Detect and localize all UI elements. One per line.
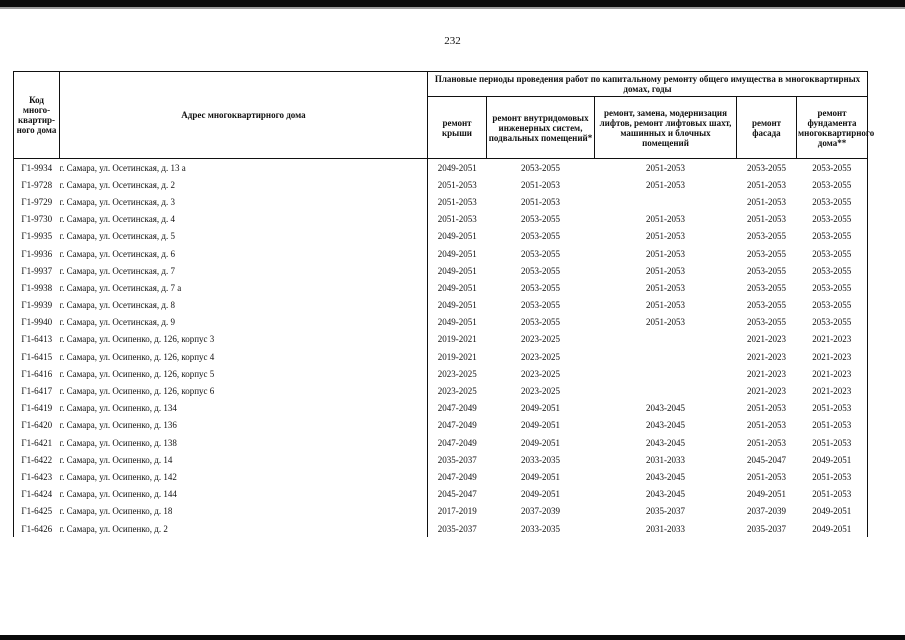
- cell-elevators: 2051-2053: [646, 231, 685, 242]
- cell-code: Г1-6425: [14, 503, 60, 520]
- cell-facade: 2021-2023: [747, 386, 786, 397]
- cell-elevators: 2051-2053: [595, 159, 737, 177]
- cell-address: г. Самара, ул. Осетинская, д. 8: [60, 297, 428, 314]
- cell-code: Г1-9730: [14, 211, 60, 228]
- cell-elevators: 2043-2045: [646, 489, 685, 500]
- cell-address: г. Самара, ул. Осетинская, д. 7: [60, 262, 428, 279]
- cell-facade: 2051-2053: [747, 196, 786, 207]
- table-row: [14, 228, 868, 245]
- cell-address: г. Самара, ул. Осипенко, д. 126, корпус 5: [60, 365, 428, 382]
- cell-address: г. Самара, ул. Осипенко, д. 2: [60, 520, 428, 537]
- cell-code: Г1-9938: [14, 279, 60, 296]
- cell-address: г. Самара, ул. Осипенко, д. 126, корпус 4: [60, 348, 428, 365]
- cell-address: г. Самара, ул. Осипенко, д. 126, корпус 6: [60, 382, 428, 399]
- cell-systems: 2053-2055: [521, 282, 560, 293]
- cell-foundation: 2053-2055: [797, 314, 868, 331]
- cell-code: Г1-9939: [14, 297, 60, 314]
- cell-address: г. Самара, ул. Осипенко, д. 144: [60, 486, 428, 503]
- cell-systems: 2049-2051: [521, 471, 560, 482]
- cell-elevators: [595, 331, 737, 348]
- cell-foundation: 2021-2023: [797, 348, 868, 365]
- cell-code: Г1-6422: [14, 451, 60, 468]
- table-row: [14, 159, 868, 177]
- cell-roof: 2023-2025: [437, 368, 477, 379]
- cell-facade: 2051-2053: [747, 214, 786, 225]
- cell-systems: 2053-2055: [521, 300, 560, 311]
- cell-code: Г1-6420: [14, 417, 60, 434]
- table-body: [14, 159, 868, 538]
- table-row: [14, 486, 868, 503]
- cell-facade: 2049-2051: [747, 489, 786, 500]
- cell-address: г. Самара, ул. Осипенко, д. 126, корпус 3: [60, 331, 428, 348]
- cell-foundation: 2053-2055: [797, 159, 868, 177]
- cell-foundation: 2053-2055: [797, 262, 868, 279]
- cell-foundation: 2053-2055: [797, 211, 868, 228]
- cell-roof: 2019-2021: [437, 351, 477, 362]
- cell-roof: 2049-2051: [437, 282, 477, 293]
- table-row: [14, 245, 868, 262]
- cell-address: г. Самара, ул. Осипенко, д. 134: [60, 400, 428, 417]
- cell-address: г. Самара, ул. Осетинская, д. 13 а: [60, 159, 428, 177]
- table-row: [14, 417, 868, 434]
- table-row: [14, 297, 868, 314]
- cell-systems: 2051-2053: [521, 196, 560, 207]
- cell-elevators: 2051-2053: [646, 265, 685, 276]
- cell-code: Г1-6419: [14, 400, 60, 417]
- cell-elevators: 2051-2053: [646, 282, 685, 293]
- cell-foundation: 2051-2053: [797, 400, 868, 417]
- table-row: [14, 520, 868, 537]
- header-roof: ремонт крыши: [428, 97, 487, 159]
- table-row: [14, 314, 868, 331]
- cell-foundation: 2051-2053: [797, 468, 868, 485]
- cell-foundation: 2049-2051: [797, 503, 868, 520]
- cell-facade: 2021-2023: [747, 334, 786, 345]
- cell-elevators: 2043-2045: [646, 420, 685, 431]
- cell-roof: 2049-2051: [437, 248, 477, 259]
- cell-address: г. Самара, ул. Осипенко, д. 18: [60, 503, 428, 520]
- cell-elevators: 2035-2037: [646, 506, 685, 517]
- header-planned-periods: Плановые периоды проведения работ по капитальному ремонту общего имущества в многоквартирных домах, годы: [428, 72, 868, 97]
- cell-facade: 2035-2037: [747, 523, 786, 534]
- table-row: [14, 434, 868, 451]
- cell-foundation: 2051-2053: [797, 417, 868, 434]
- cell-foundation: 2051-2053: [797, 486, 868, 503]
- cell-facade: 2053-2055: [747, 282, 786, 293]
- cell-roof: 2051-2053: [437, 196, 477, 207]
- cell-roof: 2047-2049: [437, 437, 477, 448]
- cell-elevators: 2031-2033: [646, 454, 685, 465]
- cell-facade: 2021-2023: [747, 368, 786, 379]
- table-row: [14, 279, 868, 296]
- cell-roof: 2047-2049: [437, 420, 477, 431]
- cell-roof: 2051-2053: [437, 179, 477, 190]
- cell-systems: 2037-2039: [521, 506, 560, 517]
- cell-facade: 2051-2053: [747, 420, 786, 431]
- cell-roof: 2019-2021: [437, 334, 477, 345]
- cell-facade: 2051-2053: [747, 179, 786, 190]
- header-foundation: ремонт фундамента многоквартирного дома**: [797, 97, 868, 159]
- table-row: [14, 211, 868, 228]
- cell-facade: 2053-2055: [737, 159, 797, 177]
- table-row: [14, 348, 868, 365]
- cell-elevators: [595, 382, 737, 399]
- table-row: [14, 400, 868, 417]
- cell-elevators: 2031-2033: [646, 523, 685, 534]
- table-row: [14, 176, 868, 193]
- table-row: [14, 365, 868, 382]
- cell-facade: 2053-2055: [747, 317, 786, 328]
- scan-top-border-shade: [0, 7, 905, 9]
- cell-address: г. Самара, ул. Осетинская, д. 9: [60, 314, 428, 331]
- cell-foundation: 2053-2055: [797, 245, 868, 262]
- cell-systems: 2049-2051: [521, 403, 560, 414]
- cell-systems: 2051-2053: [521, 179, 560, 190]
- cell-facade: 2053-2055: [747, 231, 786, 242]
- cell-foundation: 2053-2055: [797, 176, 868, 193]
- cell-roof: 2051-2053: [437, 214, 477, 225]
- table-row: [14, 503, 868, 520]
- cell-systems: 2053-2055: [521, 317, 560, 328]
- cell-elevators: 2043-2045: [646, 437, 685, 448]
- cell-elevators: 2043-2045: [646, 403, 685, 414]
- table-header: [14, 72, 875, 159]
- cell-foundation: 2053-2055: [797, 193, 868, 210]
- cell-address: г. Самара, ул. Осетинская, д. 7 а: [60, 279, 428, 296]
- cell-systems: 2033-2035: [521, 454, 560, 465]
- header-code: Код много-квартир-ного дома: [14, 72, 60, 159]
- cell-elevators: 2051-2053: [646, 317, 685, 328]
- cell-roof: 2049-2051: [437, 317, 477, 328]
- table-row: [14, 382, 868, 399]
- cell-systems: 2053-2055: [521, 265, 560, 276]
- cell-elevators: 2043-2045: [646, 471, 685, 482]
- cell-roof: 2047-2049: [437, 403, 477, 414]
- cell-systems: 2053-2055: [521, 248, 560, 259]
- cell-systems: 2023-2025: [521, 351, 560, 362]
- cell-roof: 2049-2051: [428, 159, 487, 177]
- header-facade: ремонт фасада: [737, 97, 797, 159]
- table-row: [14, 331, 868, 348]
- capital-repair-table: [13, 71, 875, 537]
- cell-roof: 2017-2019: [437, 506, 477, 517]
- cell-code: Г1-9936: [14, 245, 60, 262]
- cell-code: Г1-6415: [14, 348, 60, 365]
- cell-code: Г1-6416: [14, 365, 60, 382]
- cell-facade: 2045-2047: [747, 454, 786, 465]
- cell-systems: 2053-2055: [521, 231, 560, 242]
- cell-elevators: 2051-2053: [646, 248, 685, 259]
- cell-foundation: 2053-2055: [797, 228, 868, 245]
- cell-foundation: 2021-2023: [797, 331, 868, 348]
- cell-facade: 2053-2055: [747, 300, 786, 311]
- table-row: [14, 262, 868, 279]
- cell-foundation: 2049-2051: [797, 520, 868, 537]
- cell-systems: 2053-2055: [487, 159, 595, 177]
- cell-address: г. Самара, ул. Осипенко, д. 142: [60, 468, 428, 485]
- cell-foundation: 2053-2055: [797, 297, 868, 314]
- table-row: [14, 451, 868, 468]
- cell-roof: 2035-2037: [437, 523, 477, 534]
- cell-facade: 2053-2055: [747, 265, 786, 276]
- cell-code: Г1-6426: [14, 520, 60, 537]
- cell-code: Г1-9937: [14, 262, 60, 279]
- cell-elevators: 2051-2053: [646, 179, 685, 190]
- cell-elevators: [595, 365, 737, 382]
- cell-code: Г1-9935: [14, 228, 60, 245]
- cell-facade: 2051-2053: [747, 471, 786, 482]
- cell-systems: 2023-2025: [521, 334, 560, 345]
- cell-elevators: [595, 348, 737, 365]
- cell-code: Г1-9729: [14, 193, 60, 210]
- header-address: Адрес многоквартирного дома: [60, 72, 428, 159]
- cell-roof: 2023-2025: [437, 386, 477, 397]
- cell-elevators: 2051-2053: [646, 300, 685, 311]
- cell-roof: 2049-2051: [437, 300, 477, 311]
- page-number: 232: [444, 35, 461, 47]
- cell-foundation: 2051-2053: [797, 434, 868, 451]
- cell-elevators: [595, 193, 737, 210]
- cell-facade: 2053-2055: [747, 248, 786, 259]
- cell-code: Г1-9934: [14, 159, 60, 177]
- cell-systems: 2049-2051: [521, 437, 560, 448]
- cell-foundation: 2021-2023: [797, 382, 868, 399]
- cell-address: г. Самара, ул. Осипенко, д. 14: [60, 451, 428, 468]
- cell-roof: 2045-2047: [437, 489, 477, 500]
- cell-code: Г1-6413: [14, 331, 60, 348]
- cell-code: Г1-9728: [14, 176, 60, 193]
- cell-roof: 2047-2049: [437, 471, 477, 482]
- cell-systems: 2023-2025: [521, 368, 560, 379]
- cell-code: Г1-6421: [14, 434, 60, 451]
- header-elevators: ремонт, замена, модернизация лифтов, ремонт лифтовых шахт, машинных и блочных помещений: [595, 97, 737, 159]
- cell-foundation: 2049-2051: [797, 451, 868, 468]
- cell-address: г. Самара, ул. Осетинская, д. 2: [60, 176, 428, 193]
- cell-systems: 2053-2055: [521, 214, 560, 225]
- cell-code: Г1-6424: [14, 486, 60, 503]
- cell-foundation: 2053-2055: [797, 279, 868, 296]
- cell-address: г. Самара, ул. Осетинская, д. 3: [60, 193, 428, 210]
- cell-code: Г1-6423: [14, 468, 60, 485]
- cell-foundation: 2021-2023: [797, 365, 868, 382]
- cell-address: г. Самара, ул. Осетинская, д. 4: [60, 211, 428, 228]
- cell-roof: 2049-2051: [437, 265, 477, 276]
- cell-facade: 2051-2053: [747, 437, 786, 448]
- cell-address: г. Самара, ул. Осетинская, д. 6: [60, 245, 428, 262]
- cell-roof: 2049-2051: [437, 231, 477, 242]
- cell-systems: 2049-2051: [521, 489, 560, 500]
- table-row: [14, 193, 868, 210]
- cell-elevators: 2051-2053: [646, 214, 685, 225]
- cell-code: Г1-6417: [14, 382, 60, 399]
- cell-address: г. Самара, ул. Осипенко, д. 138: [60, 434, 428, 451]
- cell-facade: 2037-2039: [747, 506, 786, 517]
- cell-address: г. Самара, ул. Осетинская, д. 5: [60, 228, 428, 245]
- cell-systems: 2049-2051: [521, 420, 560, 431]
- cell-systems: 2033-2035: [521, 523, 560, 534]
- cell-address: г. Самара, ул. Осипенко, д. 136: [60, 417, 428, 434]
- header-systems: ремонт внутридомовых инженерных систем, подвальных помещений*: [487, 97, 595, 159]
- cell-systems: 2023-2025: [521, 386, 560, 397]
- cell-code: Г1-9940: [14, 314, 60, 331]
- cell-roof: 2035-2037: [437, 454, 477, 465]
- cell-facade: 2051-2053: [747, 403, 786, 414]
- table-row: [14, 468, 868, 485]
- cell-facade: 2021-2023: [747, 351, 786, 362]
- scan-top-border: [0, 0, 905, 7]
- scan-bottom-border: [0, 635, 905, 640]
